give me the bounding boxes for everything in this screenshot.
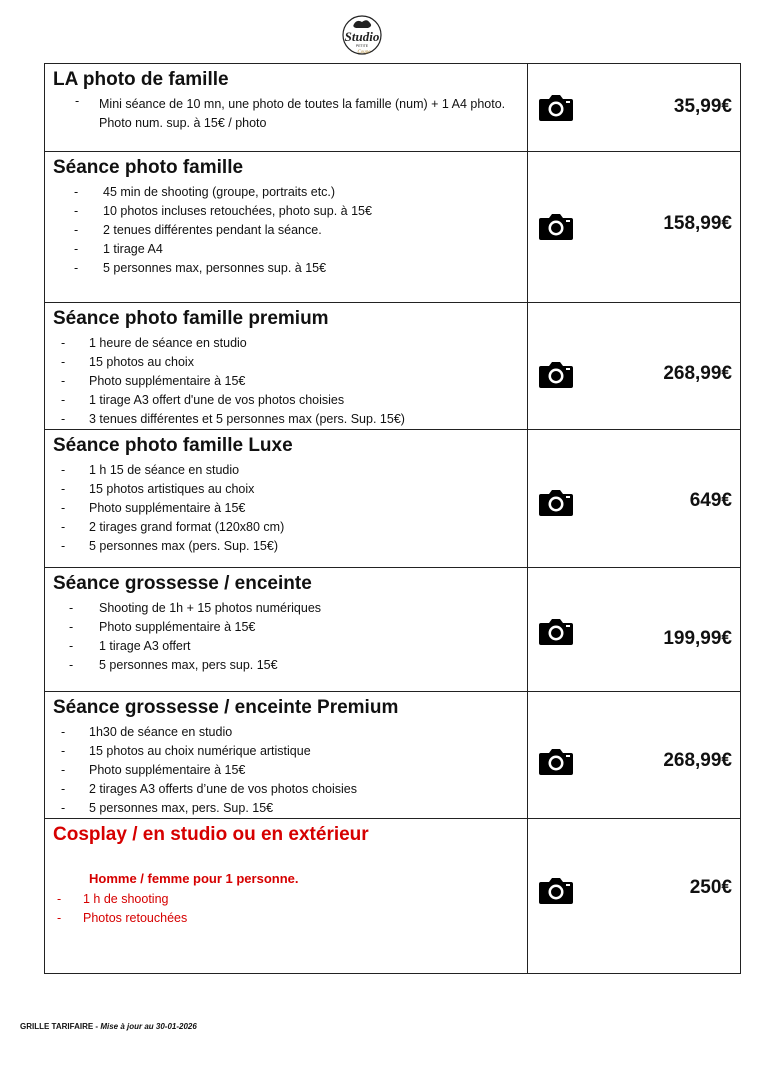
price-row — [45, 568, 741, 692]
offer-price: 268,99€ — [663, 750, 732, 771]
offer-title: Séance photo famille — [53, 157, 244, 178]
offer-item: - 2 tirages grand format (120x80 cm) — [45, 518, 527, 537]
footer — [20, 1022, 197, 1031]
price-row — [45, 692, 741, 819]
camera-icon — [538, 875, 574, 905]
offer-description — [45, 152, 528, 303]
offer-items — [45, 183, 527, 278]
svg-text:Coupe: Coupe — [357, 50, 371, 55]
offer-item: - 1 h de shooting — [45, 890, 527, 909]
offer-title: Séance photo famille Luxe — [53, 435, 293, 456]
studio-logo — [337, 14, 387, 58]
offer-item: - Photo supplémentaire à 15€ — [45, 761, 527, 780]
camera-icon — [538, 211, 574, 241]
offer-description — [45, 819, 528, 974]
camera-icon — [538, 616, 574, 646]
offer-item: - Photos retouchées — [45, 909, 527, 928]
offer-item: - 5 personnes max, personnes sup. à 15€ — [45, 259, 527, 278]
offer-price-cell — [528, 152, 741, 303]
svg-text:Studio: Studio — [344, 29, 380, 44]
offer-item: - Photo supplémentaire à 15€ — [45, 499, 527, 518]
offer-item: - 45 min de shooting (groupe, portraits etc.) — [45, 183, 527, 202]
svg-text:PETITE: PETITE — [355, 44, 369, 48]
offer-item: - 15 photos au choix — [45, 353, 527, 372]
offer-description — [45, 303, 528, 430]
offer-item: - 5 personnes max, pers. Sup. 15€ — [45, 799, 527, 818]
offer-item: - 15 photos artistiques au choix — [45, 480, 527, 499]
offer-description — [45, 692, 528, 819]
price-row — [45, 819, 741, 974]
offer-price: 250€ — [689, 877, 732, 898]
offer-item: - Mini séance de 10 mn, une photo de toutes la famille (num) + 1 A4 photo. Photo num. sup. à 15€ / photo — [45, 95, 527, 133]
camera-icon — [538, 92, 574, 122]
offer-price: 649€ — [689, 490, 732, 511]
offer-subtitle: Homme / femme pour 1 personne. — [89, 871, 299, 886]
offer-item: - Photo supplémentaire à 15€ — [45, 372, 527, 391]
offer-description — [45, 64, 528, 152]
offer-price-cell — [528, 568, 741, 692]
footer-label: GRILLE TARIFAIRE - — [20, 1022, 99, 1031]
offer-item: - 1 tirage A4 — [45, 240, 527, 259]
offer-price-cell — [528, 303, 741, 430]
offer-price: 268,99€ — [663, 363, 732, 384]
offer-title: Séance grossesse / enceinte Premium — [53, 697, 399, 718]
offer-price-cell — [528, 64, 741, 152]
offer-item: - 1h30 de séance en studio — [45, 723, 527, 742]
offer-item: - Photo supplémentaire à 15€ — [45, 618, 527, 637]
price-row — [45, 152, 741, 303]
offer-item: - 10 photos incluses retouchées, photo sup. à 15€ — [45, 202, 527, 221]
offer-price-cell — [528, 430, 741, 568]
offer-item: - 5 personnes max, pers sup. 15€ — [45, 656, 527, 675]
offer-items — [45, 723, 527, 818]
offer-description — [45, 430, 528, 568]
offer-item: - Shooting de 1h + 15 photos numériques — [45, 599, 527, 618]
offer-price: 199,99€ — [663, 628, 732, 649]
price-row — [45, 430, 741, 568]
offer-price: 35,99€ — [673, 96, 732, 117]
offer-items — [45, 461, 527, 556]
offer-item: - 1 heure de séance en studio — [45, 334, 527, 353]
offer-price-cell — [528, 819, 741, 974]
offer-price: 158,99€ — [663, 213, 732, 234]
offer-items — [45, 95, 527, 133]
offer-title: LA photo de famille — [53, 69, 229, 90]
offer-items — [45, 599, 527, 675]
offer-item: - 15 photos au choix numérique artistique — [45, 742, 527, 761]
offer-description — [45, 568, 528, 692]
offer-title: Séance photo famille premium — [53, 308, 329, 329]
offer-item: - 1 h 15 de séance en studio — [45, 461, 527, 480]
offer-item: - 1 tirage A3 offert d'une de vos photos choisies — [45, 391, 527, 410]
price-row — [45, 64, 741, 152]
offer-item: - 2 tenues différentes pendant la séance. — [45, 221, 527, 240]
camera-icon — [538, 746, 574, 776]
offer-title: Séance grossesse / enceinte — [53, 573, 312, 594]
offer-item: - 3 tenues différentes et 5 personnes max (pers. Sup. 15€) — [45, 410, 527, 429]
camera-icon — [538, 487, 574, 517]
studio-logo-mark — [337, 14, 387, 58]
offer-title: Cosplay / en studio ou en extérieur — [53, 824, 369, 845]
price-row — [45, 303, 741, 430]
offer-item: - 1 tirage A3 offert — [45, 637, 527, 656]
camera-icon — [538, 359, 574, 389]
footer-date: Mise à jour au 30-01-2026 — [100, 1022, 197, 1031]
offer-price-cell — [528, 692, 741, 819]
offer-items — [45, 334, 527, 429]
price-grid — [44, 63, 741, 974]
offer-items — [45, 890, 527, 928]
offer-item: - 5 personnes max (pers. Sup. 15€) — [45, 537, 527, 556]
offer-item: - 2 tirages A3 offerts d’une de vos photos choisies — [45, 780, 527, 799]
